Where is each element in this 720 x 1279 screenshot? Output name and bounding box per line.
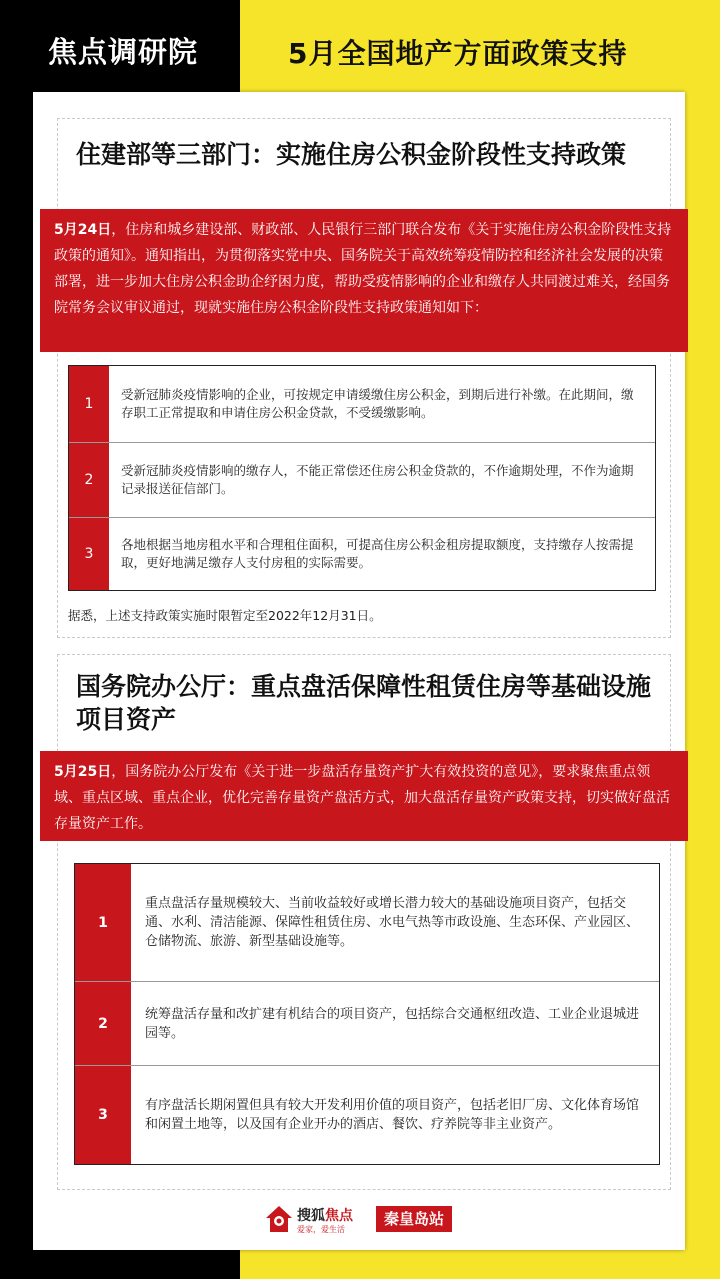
- logo-name-accent: 焦点: [325, 1208, 353, 1224]
- row-text: 各地根据当地房租水平和合理租住面积，可提高住房公积金租房提取额度，支持缴存人按需提取，更好地满足缴存人支付房租的实际需要。: [121, 537, 634, 570]
- row-number: 3: [69, 518, 109, 590]
- section-intro: [40, 751, 688, 841]
- house-icon: [264, 1204, 294, 1234]
- row-number: 3: [75, 1066, 131, 1164]
- section-intro: [40, 209, 688, 352]
- table-row: [75, 864, 659, 982]
- policy-card-housing-fund: [54, 118, 672, 638]
- row-text: 统筹盘活存量和改扩建有机结合的项目资产，包括综合交通枢纽改造、工业企业退城进园等。: [145, 1006, 640, 1041]
- table-row: [69, 443, 655, 518]
- logo-name-main: 搜狐: [297, 1208, 325, 1224]
- logo-slogan: 爱家，爱生活: [297, 1225, 345, 1234]
- content-sheet: [33, 92, 685, 1250]
- row-text: 受新冠肺炎疫情影响的企业，可按规定申请缓缴住房公积金，到期后进行补缴。在此期间，缴存职工正常提取和申请住房公积金贷款，不受缓缴影响。: [121, 387, 634, 420]
- policy-table: [68, 365, 656, 591]
- row-text: 受新冠肺炎疫情影响的缴存人，不能正常偿还住房公积金贷款的，不作逾期处理，不作为逾期记录报送征信部门。: [121, 463, 634, 496]
- intro-date: 5月24日: [54, 222, 112, 238]
- section-title: 国务院办公厅：重点盘活保障性租赁住房等基础设施项目资产: [76, 672, 652, 734]
- table-row: [75, 1066, 659, 1164]
- row-number: 2: [75, 982, 131, 1065]
- row-text: 有序盘活长期闲置但具有较大开发利用价值的项目资产，包括老旧厂房、文化体育场馆和闲置土地等，以及国有企业开办的酒店、餐饮、疗养院等非主业资产。: [145, 1098, 640, 1132]
- section-title: 住建部等三部门：实施住房公积金阶段性支持政策: [76, 140, 627, 169]
- table-row: [75, 982, 659, 1066]
- intro-text: ，住房和城乡建设部、财政部、人民银行三部门联合发布《关于实施住房公积金阶段性支持政策的通知》。通知指出，为贯彻落实党中央、国务院关于高效统筹疫情防控和经济社会发展的决策部署，进一步加大住房公积金助企纾困力度，帮助受疫情影响的企业和缴存人共同渡过难关，经国务院常务会议审议通过，现就实施住房公积金阶段性支持政策通知如下：: [54, 222, 672, 316]
- intro-date: 5月25日: [54, 764, 112, 780]
- station-badge: 秦皇岛站: [376, 1206, 452, 1232]
- row-number: 1: [69, 366, 109, 442]
- footnote: 据悉，上述支持政策实施时限暂定至2022年12月31日。: [68, 608, 382, 623]
- row-number: 1: [75, 864, 131, 981]
- header: [0, 0, 720, 95]
- intro-text: ，国务院办公厅发布《关于进一步盘活存量资产扩大有效投资的意见》，要求聚焦重点领域、重点区域、重点企业，优化完善存量资产盘活方式，加大盘活存量资产政策支持，切实做好盘活存量资产工作。: [54, 764, 670, 832]
- table-row: [69, 366, 655, 443]
- row-number: 2: [69, 443, 109, 517]
- table-row: [69, 518, 655, 590]
- policy-card-asset-revitalization: [54, 654, 671, 1190]
- sohu-focus-logo: [264, 1204, 464, 1234]
- row-text: 重点盘活存量规模较大、当前收益较好或增长潜力较大的基础设施项目资产，包括交通、水利、清洁能源、保障性租赁住房、水电气热等市政设施、生态环保、产业园区、仓储物流、旅游、新型基础设施等。: [145, 896, 640, 949]
- page-title: 5月全国地产方面政策支持: [288, 37, 628, 70]
- logo-name: [297, 1205, 353, 1225]
- brand-name: 焦点调研院: [48, 35, 199, 69]
- policy-table: [74, 863, 660, 1165]
